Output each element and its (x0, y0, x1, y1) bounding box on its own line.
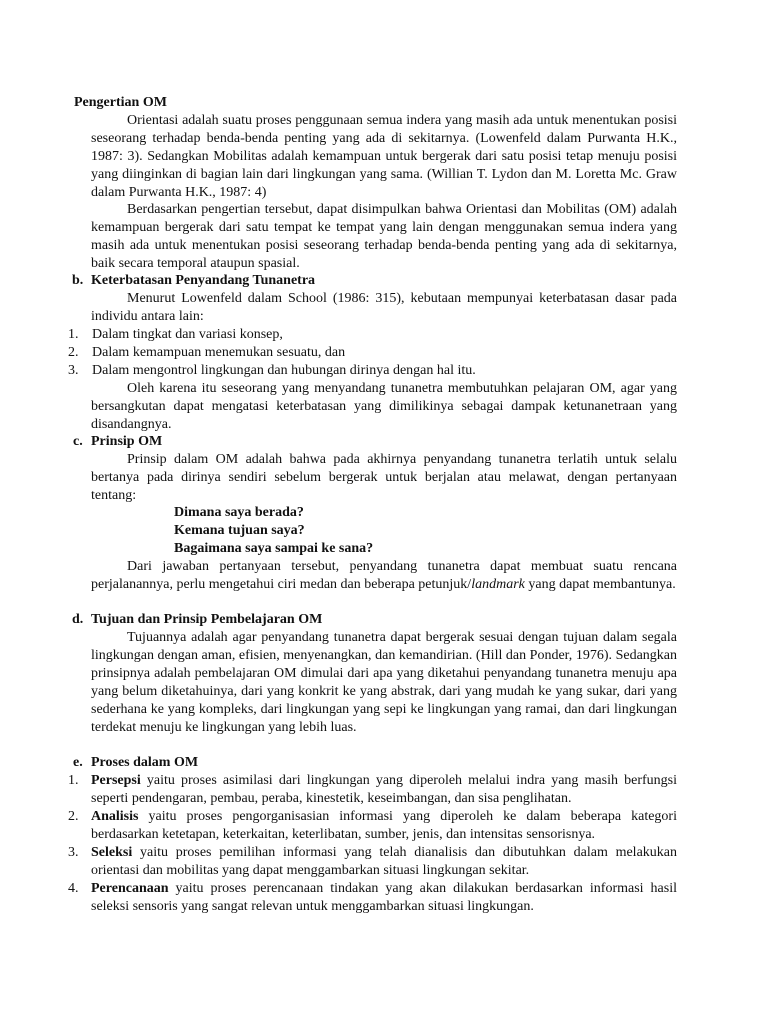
section-c-paragraph-2 (91, 558, 677, 594)
section-b-title: Keterbatasan Penyandang Tunanetra (91, 273, 316, 288)
section-d-paragraph-1: Tujuannya adalah agar penyandang tunanetra dapat bergerak sesuai dengan tujuan dalam segala lingkungan dengan aman, efisien, menyenangkan, dan kemandirian. (Hill dan Ponder, 1976). Sedangkan prinsipnya adalah pembelajaran OM dimulai dari apa yang diketahui penyandang tunanetra menuju apa yang belum diketahuinya, dari yang konkrit ke yang abstrak, dari yang mudah ke yang sukar, dari yang sederhana ke yang kompleks, dari lingkungan yang sepi ke lingkungan yang ramai, dan dari lingkungan terdekat menuju ke lingkungan yang lebih luas. (91, 630, 677, 735)
section-c-paragraph-1: Prinsip dalam OM adalah bahwa pada akhirnya penyandang tunanetra terlatih untuk selalu bertanya pada dirinya sendiri sebelum bergerak untuk berjalan atau melawat, dengan pertanyaan tentang: (91, 452, 677, 503)
section-b-marker: b. (72, 273, 84, 288)
section-c-title: Prinsip OM (91, 434, 163, 449)
list-item-number: 3. (68, 845, 79, 860)
question-line: Kemana tujuan saya? (174, 523, 305, 538)
list-item-number: 2. (68, 345, 79, 360)
section-b-intro: Menurut Lowenfeld dalam School (1986: 315), kebutaan mempunyai keterbatasan dasar pada individu antara lain: (91, 291, 677, 324)
list-item-text: Dalam kemampuan menemukan sesuatu, dan (92, 345, 346, 360)
process-term: Analisis (91, 809, 139, 824)
list-item-number: 1. (68, 773, 79, 788)
process-description: yaitu proses perencanaan tindakan yang akan dilakukan berdasarkan informasi hasil seleksi sensoris yang sangat relevan untuk menggambarkan situasi lingkungan. (91, 881, 677, 914)
process-description: yaitu proses pengorganisasian informasi yang diperoleh ke dalam beberapa kategori berdasarkan ketetapan, keterkaitan, keterlibatan, sumber, jenis, dan intensitas sensorisnya. (91, 809, 677, 842)
question-line: Dimana saya berada? (174, 505, 304, 520)
process-term: Perencanaan (91, 881, 169, 896)
list-item-text (91, 880, 677, 916)
process-description: yaitu proses asimilasi dari lingkungan yang diperoleh melalui indra yang masih berfungsi seperti pendengaran, pembau, peraba, kinestetik, keseimbangan, dan sisa penglihatan. (91, 773, 677, 806)
section-d-title: Tujuan dan Prinsip Pembelajaran OM (91, 612, 323, 627)
process-term: Persepsi (91, 773, 141, 788)
list-item-text (91, 772, 677, 808)
list-item-text: Dalam tingkat dan variasi konsep, (92, 327, 283, 342)
list-item-number: 2. (68, 809, 79, 824)
section-e-marker: e. (73, 755, 83, 770)
list-item-text (91, 844, 677, 880)
question-line: Bagaimana saya sampai ke sana? (174, 541, 374, 556)
section-b-outro: Oleh karena itu seseorang yang menyandang tunanetra membutuhkan pelajaran OM, agar yang bersangkutan dapat mengatasi keterbatasan yang dimilikinya sebagai dampak ketunanetraan yang disandangnya. (91, 381, 677, 432)
section-a-paragraph-2: Berdasarkan pengertian tersebut, dapat disimpulkan bahwa Orientasi dan Mobilitas (OM) adalah kemampuan bergerak dari satu tempat ke tempat yang lain dengan menggunakan semua indera yang masih ada untuk menentukan posisi seseorang terhadap benda-benda penting yang ada di sekitarnya, baik secara temporal ataupun spasial. (91, 202, 677, 271)
section-d-marker: d. (72, 612, 84, 627)
section-c-marker: c. (73, 434, 83, 449)
process-description: yaitu proses pemilihan informasi yang telah dianalisis dan dibutuhkan dalam melakukan orientasi dan mobilitas yang dapat menggambarkan situasi lingkungan sekitar. (91, 845, 677, 878)
section-e-title: Proses dalam OM (91, 755, 199, 770)
landmark-term: landmark (471, 577, 525, 592)
list-item-number: 3. (68, 363, 79, 378)
list-item-text: Dalam mengontrol lingkungan dan hubungan dirinya dengan hal itu. (92, 363, 476, 378)
list-item-number: 4. (68, 881, 79, 896)
list-item-number: 1. (68, 327, 79, 342)
process-term: Seleksi (91, 845, 133, 860)
paragraph-text: yang dapat membantunya. (524, 577, 676, 592)
list-item-text (91, 808, 677, 844)
section-a-paragraph-1: Orientasi adalah suatu proses penggunaan semua indera yang masih ada untuk menentukan posisi seseorang terhadap benda-benda penting yang ada di sekitarnya. (Lowenfeld dalam Purwanta H.K., 1987: 3). Sedangkan Mobilitas adalah kemampuan untuk bergerak dari satu posisi tetap menuju posisi yang diinginkan di bagian lain dari lingkungan yang sama. (Willian T. Lydon dan M. Loretta Mc. Graw dalam Purwanta H.K., 1987: 4) (91, 113, 677, 200)
section-a-title: Pengertian OM (74, 95, 167, 110)
paragraph-text: Dari jawaban pertanyaan tersebut, penyandang tunanetra dapat membuat suatu rencana perjalanannya, perlu mengetahui ciri medan dan beberapa petunjuk/ (91, 559, 677, 592)
